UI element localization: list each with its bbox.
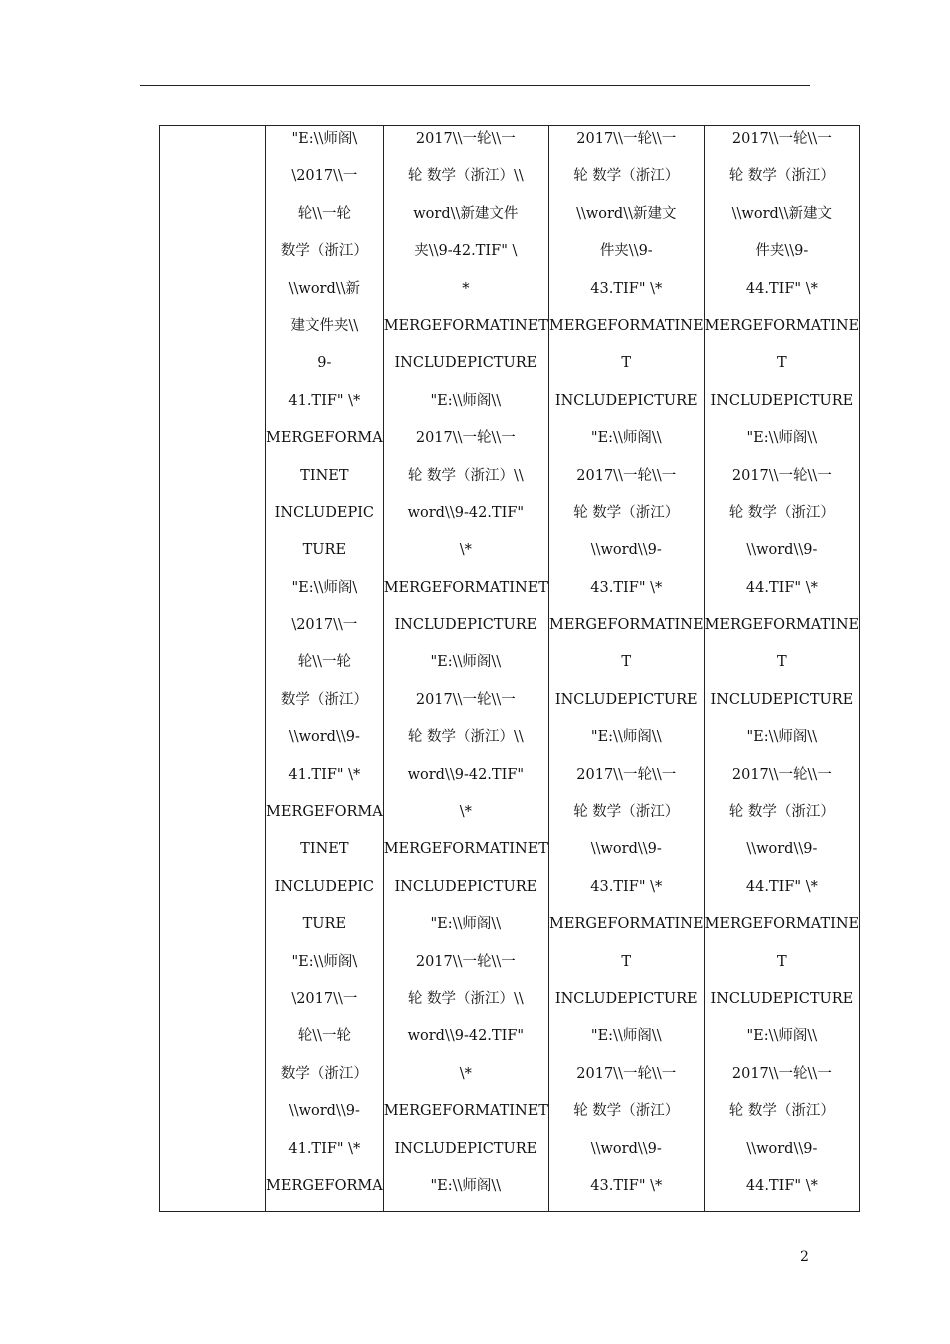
cell-text-line: 轮 数学（浙江） xyxy=(573,504,680,521)
cell-text-line: "E:\\师阁\\ xyxy=(430,916,502,933)
cell-text-line: 轮 数学（浙江）\\ xyxy=(407,168,524,185)
cell-text-line: \\word\\9- xyxy=(288,729,360,746)
cell-text-line: 2017\\一轮\\一 xyxy=(415,953,516,970)
cell-text-line: "E:\\师阁\\ xyxy=(590,1028,662,1045)
cell-text-line: MERGEFORMATINE xyxy=(548,317,704,334)
cell-text-line: 43.TIF" \* xyxy=(590,1177,663,1194)
cell-text-line: 数学（浙江） xyxy=(280,1065,368,1082)
cell-text-line: INCLUDEPICTURE xyxy=(710,691,854,708)
cell-text-line: "E:\\师阁\\ xyxy=(590,729,662,746)
cell-text-line: INCLUDEPICTURE xyxy=(710,392,854,409)
table-cell-col-3 xyxy=(548,126,704,1212)
cell-text-line: 2017\\一轮\\一 xyxy=(731,131,832,147)
cell-text-line: 2017\\一轮\\一 xyxy=(731,766,832,783)
cell-text-line: \\word\\9- xyxy=(746,841,818,858)
cell-text-line: 9- xyxy=(317,355,332,372)
cell-text-line: T xyxy=(621,355,632,372)
cell-text-line: 44.TIF" \* xyxy=(745,1177,818,1194)
cell-text-line: 轮 数学（浙江） xyxy=(573,1103,680,1120)
cell-text-line: 41.TIF" \* xyxy=(288,1140,361,1157)
cell-text-line: 轮 数学（浙江） xyxy=(728,168,835,185)
cell-text-line: 轮 数学（浙江） xyxy=(728,1103,835,1120)
cell-text-line: T xyxy=(777,953,787,970)
cell-text-line: 43.TIF" \* xyxy=(590,280,663,297)
cell-text-line: \\word\\9- xyxy=(746,542,818,559)
content-table xyxy=(159,125,860,1212)
table-cell-col-1 xyxy=(266,126,384,1212)
cell-text-line: 2017\\一轮\\一 xyxy=(415,131,516,147)
cell-text-line: \2017\\一 xyxy=(291,168,358,185)
cell-text-line: 2017\\一轮\\一 xyxy=(415,691,516,708)
cell-text-line: \\word\\新建文 xyxy=(576,205,677,222)
cell-text-line: 数学（浙江） xyxy=(280,691,368,708)
cell-text-line: 轮 数学（浙江） xyxy=(573,168,680,185)
cell-text-line: MERGEFORMATINET xyxy=(383,1103,548,1120)
cell-text-line: INCLUDEPICTURE xyxy=(394,355,538,372)
cell-text-line: 2017\\一轮\\一 xyxy=(576,131,677,147)
cell-text-line: 2017\\一轮\\一 xyxy=(576,766,677,783)
cell-text-line: T xyxy=(777,355,787,372)
cell-text-line: \\word\\9- xyxy=(746,1140,818,1157)
cell-text-line: "E:\\师阁\\ xyxy=(746,430,818,447)
cell-text-line: 2017\\一轮\\一 xyxy=(731,467,832,484)
cell-text-line: MERGEFORMATINE xyxy=(548,916,704,933)
cell-text-line: 44.TIF" \* xyxy=(745,878,818,895)
cell-text-line: 2017\\一轮\\一 xyxy=(576,467,677,484)
cell-text-line: MERGEFORMATINET xyxy=(383,317,548,334)
cell-text-line: "E:\\师阁\\ xyxy=(430,654,502,671)
table-cell-col-2 xyxy=(383,126,548,1212)
cell-text-line: 件夹\\9- xyxy=(755,243,809,260)
cell-text-line: TURE xyxy=(302,916,347,933)
table-cell-col-4 xyxy=(704,126,860,1212)
table-row xyxy=(160,126,860,1212)
cell-text-line: 44.TIF" \* xyxy=(745,579,818,596)
cell-text-line: TINET xyxy=(300,467,349,484)
cell-text-line: 2017\\一轮\\一 xyxy=(415,430,516,447)
cell-text-line: "E:\\师阁\\ xyxy=(430,1177,502,1194)
cell-text-line: INCLUDEPICTURE xyxy=(394,617,538,634)
cell-text-line: MERGEFORMA xyxy=(266,804,383,821)
cell-text-line: 2017\\一轮\\一 xyxy=(731,1065,832,1082)
cell-text-line: INCLUDEPICTURE xyxy=(554,691,698,708)
cell-text-line: 41.TIF" \* xyxy=(288,392,361,409)
cell-text-line: 建文件夹\\ xyxy=(290,317,359,334)
cell-text-line: 41.TIF" \* xyxy=(288,766,361,783)
cell-text-line: INCLUDEPICTURE xyxy=(554,990,698,1007)
cell-text-line: word\\9-42.TIF" xyxy=(407,766,525,783)
cell-text-line: MERGEFORMATINE xyxy=(704,317,860,334)
cell-text-line: 轮 数学（浙江） xyxy=(573,804,680,821)
cell-text-line: "E:\\师阁\\ xyxy=(746,1028,818,1045)
cell-text-line: T xyxy=(621,654,632,671)
cell-text-line: INCLUDEPICTURE xyxy=(554,392,698,409)
cell-text-line: INCLUDEPICTURE xyxy=(394,1140,538,1157)
cell-text-line: T xyxy=(777,654,787,671)
cell-text-line: T xyxy=(621,953,632,970)
cell-text-line: MERGEFORMATINE xyxy=(548,617,704,634)
cell-text-line: 轮 数学（浙江） xyxy=(728,804,835,821)
cell-text-line: MERGEFORMATINE xyxy=(704,916,860,933)
cell-text-line: 2017\\一轮\\一 xyxy=(576,1065,677,1082)
cell-text-line: \* xyxy=(459,804,472,821)
cell-text-line: TINET xyxy=(300,841,349,858)
cell-text-line: "E:\\师阁\\ xyxy=(590,430,662,447)
cell-text-line: TURE xyxy=(302,542,347,559)
cell-text-line: \\word\\9- xyxy=(590,841,662,858)
cell-text-line: \\word\\新建文 xyxy=(731,205,833,222)
cell-text-line: INCLUDEPICTURE xyxy=(710,990,854,1007)
cell-text-line: \\word\\9- xyxy=(590,542,662,559)
cell-text-line: 43.TIF" \* xyxy=(590,579,663,596)
cell-text-line: INCLUDEPIC xyxy=(274,504,375,521)
cell-text-line: word\\9-42.TIF" xyxy=(407,1028,525,1045)
cell-text-line: INCLUDEPIC xyxy=(274,878,375,895)
table-cell-col-0 xyxy=(160,126,266,1212)
cell-text-line: 43.TIF" \* xyxy=(590,878,663,895)
cell-text-line: 轮\\一轮 xyxy=(297,205,351,222)
cell-text-line: INCLUDEPICTURE xyxy=(394,878,538,895)
cell-text-line: \2017\\一 xyxy=(291,617,358,634)
header-rule xyxy=(140,85,810,86)
cell-text-line: "E:\\师阁\ xyxy=(291,579,358,596)
cell-text-line: \* xyxy=(459,542,472,559)
cell-text-line: "E:\\师阁\\ xyxy=(430,392,502,409)
cell-text-line: * xyxy=(462,280,470,297)
cell-text-line: MERGEFORMA xyxy=(266,430,383,447)
cell-text-line: 轮 数学（浙江） xyxy=(728,504,835,521)
cell-text-line: \2017\\一 xyxy=(291,990,358,1007)
cell-text-line: "E:\\师阁\ xyxy=(291,953,358,970)
cell-text-line: MERGEFORMATINET xyxy=(383,579,548,596)
cell-text-line: 件夹\\9- xyxy=(599,243,653,260)
cell-text-line: MERGEFORMATINET xyxy=(383,841,548,858)
cell-text-line: 夹\\9-42.TIF" \ xyxy=(414,243,518,260)
cell-text-line: "E:\\师阁\ xyxy=(291,131,358,147)
cell-text-line: 轮\\一轮 xyxy=(297,1028,351,1045)
cell-text-line: 44.TIF" \* xyxy=(745,280,818,297)
cell-text-line: MERGEFORMATINE xyxy=(704,617,860,634)
cell-text-line: "E:\\师阁\\ xyxy=(746,729,818,746)
page-number: 2 xyxy=(800,1249,809,1265)
cell-text-line: word\\新建文件 xyxy=(413,205,519,222)
cell-text-line: \\word\\9- xyxy=(288,1103,360,1120)
cell-text-line: \\word\\新 xyxy=(288,280,361,297)
cell-text-line: 数学（浙江） xyxy=(280,243,368,260)
cell-text-line: word\\9-42.TIF" xyxy=(407,504,525,521)
cell-text-line: 轮 数学（浙江）\\ xyxy=(407,467,524,484)
cell-text-line: \\word\\9- xyxy=(590,1140,662,1157)
cell-text-line: 轮\\一轮 xyxy=(297,654,351,671)
cell-text-line: 轮 数学（浙江）\\ xyxy=(407,729,524,746)
cell-text-line: 轮 数学（浙江）\\ xyxy=(407,990,524,1007)
cell-text-line: MERGEFORMA xyxy=(266,1177,383,1194)
cell-text-line: \* xyxy=(459,1065,472,1082)
